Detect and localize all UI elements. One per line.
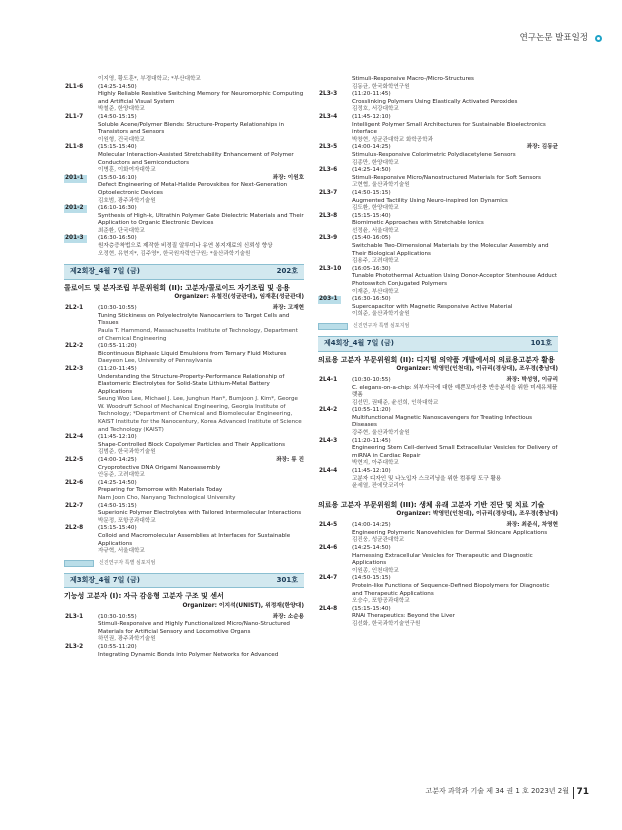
program-entry: [64, 114, 304, 144]
program-entry: [64, 525, 304, 555]
entry-time-row: [352, 144, 558, 152]
entry-time-row: [352, 266, 558, 274]
entry-title: Colloid and Macromolecular Assemblies at Interfaces for Sustainable Applications: [98, 532, 291, 547]
entry-time-row: [352, 213, 558, 221]
entry-authors: 김범준, 한국과학기술원: [98, 449, 156, 456]
entry-code: 2L2-4: [65, 434, 84, 441]
entry-time-row: [352, 522, 558, 530]
entry-time-row: [352, 575, 558, 583]
entry-code: 2L3-10: [319, 265, 342, 272]
entry-chair: 좌장: 류 진: [276, 457, 304, 464]
entry-time-row: [98, 205, 304, 213]
entry-time-row: [98, 457, 304, 465]
legend-swatch: [64, 560, 94, 567]
entry-code: 2L4-5: [319, 522, 338, 529]
entry-title: Bicontinuous Biphasic Liquid Emulsions from Ternary Fluid Mixtures: [98, 350, 287, 357]
program-entry: [64, 144, 304, 174]
program-entry: [64, 305, 304, 343]
entry-time-row: [352, 606, 558, 614]
entry-title: Preparing for Tomorrow with Materials Today: [98, 487, 223, 494]
session-label: 제2회장_4월 7일 (금): [70, 267, 140, 276]
entry-time-row: [98, 84, 304, 92]
entry-authors: 안동준, 고려대학교: [98, 472, 145, 479]
entry-title: 원자층증착법으로 제작한 비정질 알루미나 유연 봉지재료의 신뢰성 향상: [98, 243, 273, 250]
entry-authors: 이지영, 황도훈*, 부경대학교; *부산대학교: [98, 76, 201, 82]
entry-list: [318, 91, 558, 319]
program-entry: [318, 167, 558, 190]
session-organizer: Organizer: 이지석(UNIST), 위정재(한양대): [182, 602, 304, 609]
entry-code: 2L3-2: [65, 644, 84, 651]
entry-code: 2L3-3: [319, 91, 338, 98]
entry-time: (15:50-16:10): [98, 174, 137, 181]
entry-title: Tunable Photothermal Actuation Using Donor-Acceptor Stenhouse Adduct Photoswitch Conjugated Polymers: [352, 273, 557, 288]
entry-time: (14:50-15:15): [98, 113, 137, 120]
entry-authors: 김도환, 한양대학교: [352, 205, 399, 212]
program-entry: [318, 407, 558, 437]
entry-code: 2L1-6: [65, 83, 84, 90]
session-title: 의료용 고분자 부문위원회 (II): 디지털 의약품 개발에서의 의료용고분자 활용: [318, 355, 555, 364]
entry-authors: 이희준, 울산과학기술원: [352, 311, 410, 318]
entry-time-row: [98, 644, 304, 652]
session-room: 101호: [530, 339, 552, 347]
legend-label: 신진연구자 특별 심포지엄: [353, 323, 410, 330]
session-room: 301호: [276, 575, 298, 584]
entry-title: Superionic Polymer Electrolytes with Tailored Intermolecular Interactions: [98, 510, 302, 517]
entry-authors: 오정현, 유현지*, 김주영*, 한국원자력연구원; *울산과학기술원: [98, 250, 251, 257]
session-organizer: Organizer: 박영민(인천대), 이규리(경상대), 조우경(충남대): [396, 511, 558, 518]
entry-authors: 김종만, 한양대학교: [352, 159, 399, 166]
entry-title: Tuning Stickiness on Polyelectrolyte Nanocarriers to Target Cells and Tissues: [98, 312, 290, 327]
program-entry: [318, 190, 558, 213]
session-title: 콜로이드 및 분자조립 부문위원회 (II): 고분자/콜로이드 자기조립 및 응용: [64, 283, 290, 292]
entry-authors: 김선화, 한국과학기술연구원: [352, 620, 421, 627]
entry-time: (14:25-14:50): [98, 83, 137, 90]
legend: [318, 323, 558, 330]
entry-code: 2L2-1: [65, 305, 84, 312]
entry-title: Understanding the Structure-Property-Performance Relationship of Elastomeric Electrolytes for Solid-State Lithium-Metal Battery Applications: [98, 373, 285, 395]
entry-time: (15:40-16:05): [352, 235, 391, 242]
entry-time-row: [98, 144, 304, 152]
entry-code: 2L3-8: [319, 212, 338, 219]
entry-authors: 박철준, 한양대학교: [98, 106, 145, 113]
entry-time-row: [98, 434, 304, 442]
entry-code: 2L3-6: [319, 167, 338, 174]
entry-code: 2L4-4: [319, 468, 338, 475]
entry-code: 2L3-4: [319, 113, 338, 120]
program-entry: [318, 377, 558, 407]
entry-authors: 하민권, 광주과학기술원: [98, 636, 156, 643]
entry-authors: 박문정, 포항공과대학교: [98, 517, 156, 524]
entry-code: 2L3-1: [65, 613, 84, 620]
entry-time: (16:30-16:50): [98, 235, 137, 242]
entry-code: 2L2-2: [65, 343, 84, 350]
program-entry: [64, 457, 304, 480]
entry-code: 2L4-1: [319, 376, 338, 383]
entry-authors: Paula T. Hammond, Massachusetts Institute of Technology, Department of Chemical Engineering: [98, 327, 298, 342]
entry-chair: 좌장: 고재현: [272, 305, 304, 312]
entry-title: Synthesis of High-k, Ultrathin Polymer Gate Dielectric Materials and Their Application to Organic Electronic Devices: [98, 212, 304, 227]
program-entry: [64, 84, 304, 114]
entry-time: (16:30-16:50): [352, 296, 391, 303]
entry-chair: 좌장: 박성영, 이규리: [506, 376, 558, 383]
entry-code: 2L2-5: [65, 457, 84, 464]
program-entry: [64, 366, 304, 434]
entry-code: 201-1: [64, 175, 87, 183]
entry-time-row: [98, 305, 304, 313]
entry-title: Integrating Dynamic Bonds into Polymer Networks for Advanced: [98, 651, 279, 658]
session-label: 제4회장_4월 7일 (금): [324, 339, 394, 347]
entry-time: (15:15-15:40): [352, 212, 391, 219]
entry-title: Engineering Stem Cell-derived Small Extracellular Vesicles for Delivery of miRNA in Cardiac Repair: [352, 445, 558, 459]
program-entry: [64, 205, 304, 235]
program-entry: [318, 213, 558, 236]
entry-time: (10:30-10:55): [98, 613, 137, 620]
entry-time: (14:25-14:50): [352, 544, 391, 551]
entry-code: 2L1-8: [65, 144, 84, 151]
entry-authors: 자규혁, 서울대학교: [98, 548, 145, 555]
entry-authors: 이원종, 인천대학교: [352, 567, 399, 574]
entry-authors: 김선민, 권태준, 윤선희, 인하대학교: [352, 399, 439, 406]
entry-list: [318, 522, 558, 628]
entry-title: RNAi Therapeutics: Beyond the Liver: [352, 613, 455, 620]
entry-time-row: [352, 407, 558, 415]
entry-time: (14:00-14:25): [98, 457, 137, 464]
entry-code: 2L2-7: [65, 502, 84, 509]
program-entry: [64, 343, 304, 366]
entry-time-row: [98, 114, 304, 122]
entry-authors: 박현지, 아주대학교: [352, 460, 399, 467]
entry-time: (16:05-16:30): [352, 265, 391, 272]
entry-code: 2L4-6: [319, 544, 338, 551]
entry-code: 2L3-9: [319, 235, 338, 242]
entry-authors: 김동균, 한국화학연구원: [352, 83, 410, 90]
entry-title: Augmented Tactility Using Neuro-inspired Ion Dynamics: [352, 197, 508, 204]
carry-entry: [318, 76, 558, 91]
page-number: 71: [576, 786, 589, 797]
program-entry: [64, 235, 304, 258]
entry-authors: 오승수, 포항공과대학교: [352, 598, 410, 605]
entry-title: Supercapacitor with Magnetic Responsive Active Material: [352, 303, 513, 310]
entry-title: Molecular Interaction-Assisted Stretchability Enhancement of Polymer Conductors and Semiconductors: [98, 151, 294, 166]
entry-code: 2L2-6: [65, 479, 84, 486]
entry-time-row: [98, 503, 304, 511]
session-label: 제3회장_4월 7일 (금): [70, 575, 140, 584]
entry-title: Crosslinking Polymers Using Elastically Activated Peroxides: [352, 98, 518, 105]
session-bar: [64, 573, 304, 589]
legend: [64, 560, 304, 567]
program-entry: [64, 434, 304, 457]
entry-title: C. elegans-on-a-chip: 외부자극에 대한 예쁜꼬마선충 반응분석을 위한 미세유체플랫폼: [352, 384, 558, 399]
entry-time-row: [352, 114, 558, 122]
entry-code: 2L2-8: [65, 525, 84, 532]
entry-title: Cryoprotective DNA Origami Nanoassembly: [98, 464, 221, 471]
entry-title: Stimulus-Responsive Colorimetric Polydiacetylene Sensors: [352, 151, 516, 158]
entry-time: (14:50-15:15): [98, 502, 137, 509]
entry-time: (14:25-14:50): [98, 479, 137, 486]
entry-code: 2L2-3: [65, 365, 84, 372]
entry-time: (11:45-12:10): [98, 434, 137, 441]
program-entry: [64, 175, 304, 205]
entry-code: 2L4-7: [319, 575, 338, 582]
entry-time-row: [352, 438, 558, 446]
legend-swatch: [318, 323, 348, 330]
entry-chair: 좌장: 김동균: [526, 144, 558, 151]
entry-chair: 좌장: 이원호: [272, 174, 304, 181]
entry-time: (15:15-15:40): [352, 605, 391, 612]
entry-title: Highly Reliable Resistive Switching Memory for Neuromorphic Computing and Artificial Visual System: [98, 91, 304, 105]
program-entry: [318, 266, 558, 296]
entry-title: Switchable Two-Dimensional Materials by the Molecular Assembly and Their Biological Applications: [352, 243, 549, 257]
program-entry: [64, 614, 304, 644]
entry-authors: 김정호, 서강대학교: [352, 106, 399, 113]
program-entry: [318, 438, 558, 468]
entry-authors: Nam Joon Cho, Nanyang Technological University: [98, 495, 236, 501]
entry-title: Multifunctional Magnetic Nanoscavengers for Treating Infectious Diseases: [352, 414, 532, 429]
entry-time: (10:55-11:20): [98, 343, 137, 350]
entry-time: (10:55-11:20): [98, 644, 137, 651]
entry-chair: 좌장: 소순용: [272, 613, 304, 620]
circle-bullet-icon: [595, 35, 602, 42]
entry-time: (11:45-12:10): [352, 113, 391, 120]
entry-time-row: [98, 235, 304, 243]
program-entry: [318, 468, 558, 491]
entry-time: (14:50-15:15): [352, 189, 391, 196]
program-entry: [64, 480, 304, 503]
entry-title: Shape-Controlled Block Copolymer Particles and Their Applications: [98, 441, 285, 448]
legend-label: 신진연구자 특별 심포지엄: [99, 559, 156, 566]
entry-list: [64, 84, 304, 259]
entry-title: Defect Engineering of Metal-Halide Perovskites for Next-Generation Optoelectronic Devices: [98, 182, 288, 196]
entry-authors: 이원형, 건국대학교: [98, 136, 145, 143]
program-entry: [318, 522, 558, 545]
entry-time-row: [352, 167, 558, 175]
entry-authors: 김진웅, 성균관대학교: [352, 537, 405, 544]
entry-code: 2L3-5: [319, 144, 338, 151]
entry-list: [64, 305, 304, 556]
program-entry: [318, 144, 558, 167]
entry-title: Intelligent Polymer Small Architectures for Sustainable Bioelectronics interface: [352, 121, 546, 136]
session-bar: [64, 264, 304, 280]
entry-title: Stimuli-Responsive Micro/Nanostructured Materials for Soft Sensors: [352, 174, 541, 181]
entry-code: 2L4-3: [319, 437, 338, 444]
entry-time: (10:30-10:55): [98, 305, 137, 312]
program-entry: [64, 644, 304, 659]
entry-code: 2L4-8: [319, 605, 338, 612]
program-entry: [318, 235, 558, 265]
program-entry: [318, 545, 558, 575]
entry-title: Protein-like Functions of Sequence-Defined Biopolymers for Diagnostic and Therapeutic Applications: [352, 582, 550, 597]
entry-time-row: [98, 480, 304, 488]
entry-code: 201-2: [64, 205, 87, 213]
entry-authors: 최준환, 단국대학교: [98, 227, 145, 234]
entry-time-row: [98, 343, 304, 351]
entry-time-row: [352, 377, 558, 385]
entry-authors: 김호범, 광주과학기술원: [98, 197, 156, 204]
entry-time: (15:15-15:40): [98, 144, 137, 151]
program-entry: [318, 296, 558, 319]
entry-authors: 박창현, 성균관대학교 화학공학과: [352, 136, 433, 143]
entry-title: Soluble Acene/Polymer Blends: Structure-Property Relationships in Transistors and Sensors: [98, 121, 285, 136]
entry-authors: 고현협, 울산과학기술원: [352, 182, 410, 189]
entry-authors: 김용주, 고려대학교: [352, 258, 399, 265]
session-organizer: Organizer: 박영민(인천대), 이규리(경상대), 조우경(충남대): [396, 366, 558, 373]
entry-code: 2L1-7: [65, 113, 84, 120]
program-entry: [318, 606, 558, 629]
program-entry: [318, 575, 558, 605]
entry-time: (11:20-11:45): [352, 91, 391, 98]
entry-time: (16:10-16:30): [98, 205, 137, 212]
session-room: 202호: [276, 267, 298, 276]
entry-authors: Daeyeon Lee, University of Pennsylvania: [98, 358, 213, 365]
entry-time-row: [98, 614, 304, 622]
entry-time: (14:00-14:25): [352, 522, 391, 529]
entry-authors: 이병훈, 이화여자대학교: [98, 167, 156, 174]
entry-title: Engineering Polymeric Nanovehicles for Dermal Skincare Applications: [352, 529, 548, 536]
footer-divider: [573, 787, 574, 799]
entry-title: Biomimetic Approaches with Stretchable Ionics: [352, 220, 484, 227]
entry-time-row: [98, 366, 304, 374]
entry-time: (10:30-10:55): [352, 376, 391, 383]
entry-authors: 선정윤, 서울대학교: [352, 227, 399, 234]
entry-authors: 윤세열, 잔에닷코리아: [352, 483, 405, 490]
entry-time: (14:25-14:50): [352, 167, 391, 174]
entry-time: (14:00-14:25): [352, 144, 391, 151]
program-entry: [318, 114, 558, 144]
entry-code: 2L4-2: [319, 407, 338, 414]
footer-journal: 고분자 과학과 기술 제 34 권 1 호 2023년 2월: [425, 787, 569, 796]
entry-time-row: [98, 525, 304, 533]
entry-time-row: [352, 190, 558, 198]
session-title: 의료용 고분자 부문위원회 (III): 생체 유래 고분자 기반 진단 및 치료 기술: [318, 500, 545, 509]
entry-time: (14:50-15:15): [352, 575, 391, 582]
entry-list: [318, 377, 558, 491]
header-title: 연구논문 발표일정: [519, 33, 588, 43]
entry-authors: 강주현, 울산과학기술원: [352, 430, 410, 437]
entry-time-row: [352, 91, 558, 99]
entry-title: 고분자 디자인 및 나노입자 스크리닝을 위한 컴퓨팅 도구 활용: [352, 475, 502, 482]
entry-chair: 좌장: 최준식, 차영현: [506, 522, 558, 529]
program-entry: [318, 91, 558, 114]
entry-authors: Seung Woo Lee, Michael J. Lee, Junghun Han*, Bumjoon J. Kim*, George W. Woodruff School of Mechanical Engineering, Georgia Institute of Technology; *Department of Chemical and Biomolecular Engineering, KAIST Institute for the Nanocentury, Korea Advanced Institute of Science and Technology (KAIST): [98, 396, 302, 433]
session-bar: [318, 336, 558, 352]
entry-time-row: [352, 468, 558, 476]
entry-code: 2L3-7: [319, 189, 338, 196]
entry-title: Harnessing Extracellular Vesicles for Therapeutic and Diagnostic Applications: [352, 552, 533, 567]
entry-time: (11:45-12:10): [352, 468, 391, 475]
entry-time: (11:20-11:45): [98, 365, 137, 372]
entry-time-row: [352, 235, 558, 243]
entry-code: 203-1: [318, 296, 341, 304]
left-column: [64, 76, 304, 659]
intro-entry: [64, 76, 304, 84]
entry-time-row: [98, 175, 304, 183]
entry-time-row: [352, 296, 558, 304]
session-title: 기능성 고분자 (I): 자극 감응형 고분자 구조 및 센서: [64, 592, 224, 601]
program-entry: [64, 503, 304, 526]
right-column: [318, 76, 558, 629]
entry-time: (10:55-11:20): [352, 407, 391, 414]
entry-code: 201-3: [64, 235, 87, 243]
entry-title: Stimuli-Responsive and Highly Functionalized Micro/Nano-Structured Materials for Artificial Sensory and Locomotive Organs: [98, 621, 290, 635]
session-organizer: Organizer: 유철진(성균관대), 임재훈(성균관대): [174, 294, 304, 301]
entry-time: (11:20-11:45): [352, 437, 391, 444]
entry-list: [64, 614, 304, 660]
entry-title: Stimuli-Responsive Macro-/Micro-Structures: [352, 76, 474, 82]
entry-authors: 이재준, 부산대학교: [352, 288, 399, 295]
entry-time: (15:15-15:40): [98, 525, 137, 532]
entry-time-row: [352, 545, 558, 553]
